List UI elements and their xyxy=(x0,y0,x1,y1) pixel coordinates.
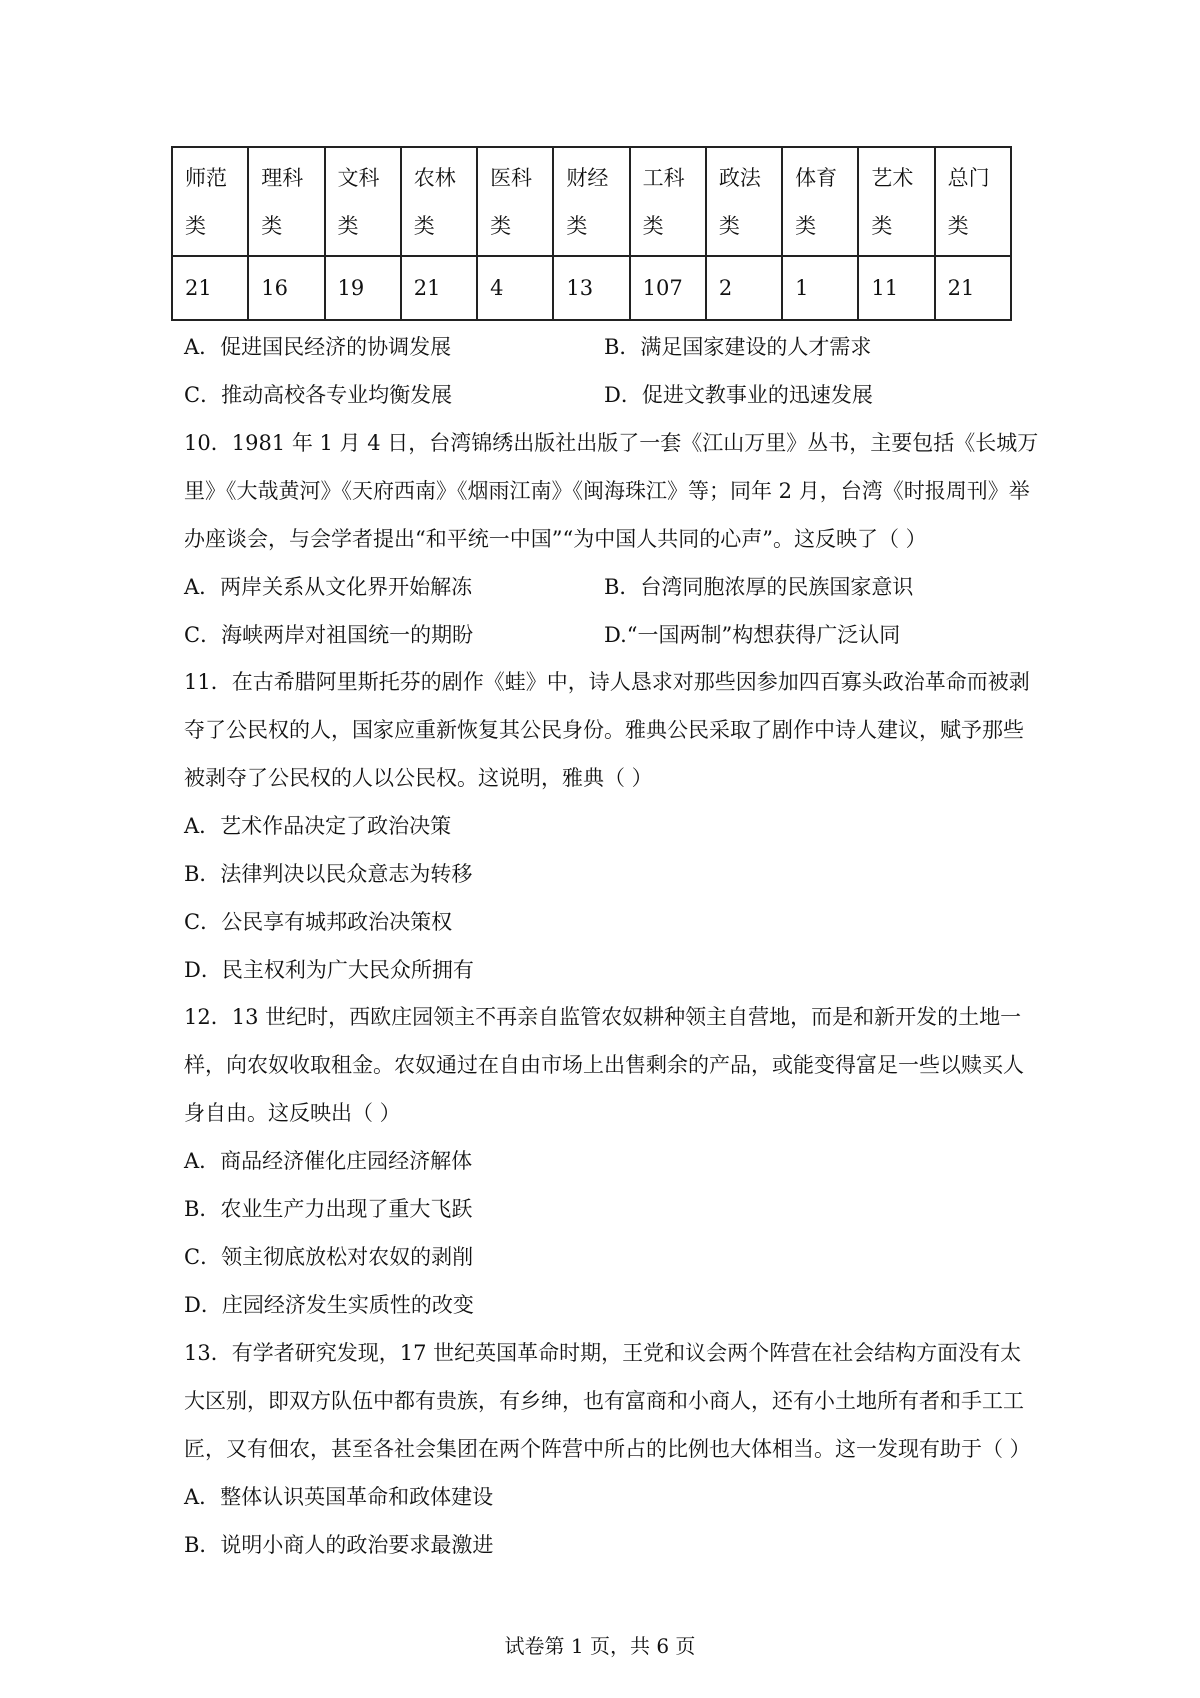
table-header-cell: 理科 类 xyxy=(248,147,324,256)
table-value-cell: 1 xyxy=(782,256,858,320)
table-header-cell: 政法 类 xyxy=(706,147,782,256)
q11-option-b: B．法律判决以民众意志为转移 xyxy=(184,862,473,886)
table-value-cell: 16 xyxy=(248,256,324,320)
q13-stem-line: 匠，又有佃农，甚至各社会集团在两个阵营中所占的比例也大体相当。这一发现有助于（ ） xyxy=(184,1437,1031,1461)
q11-option-d: D．民主权利为广大民众所拥有 xyxy=(184,958,474,982)
q10-stem-line: 里》《大哉黄河》《天府西南》《烟雨江南》《闽海珠江》等；同年 2 月，台湾《时报周刊》举 xyxy=(184,479,1030,503)
q9-option-c: C．推动高校各专业均衡发展 xyxy=(184,383,453,407)
table-header-row xyxy=(172,147,1011,256)
q9-option-a: A．促进国民经济的协调发展 xyxy=(184,335,452,359)
q10-stem-line: 办座谈会，与会学者提出“和平统一中国”“为中国人共同的心声”。这反映了（ ） xyxy=(184,527,927,551)
q9-option-b: B．满足国家建设的人才需求 xyxy=(604,335,872,359)
q13-option-a: A．整体认识英国革命和政体建设 xyxy=(184,1485,494,1509)
q12-option-d: D．庄园经济发生实质性的改变 xyxy=(184,1293,474,1317)
q12-stem-line: 样，向农奴收取租金。农奴通过在自由市场上出售剩余的产品，或能变得富足一些以赎买人 xyxy=(184,1053,1024,1077)
q13-stem-line: 大区别，即双方队伍中都有贵族，有乡绅，也有富商和小商人，还有小土地所有者和手工工 xyxy=(184,1389,1024,1413)
q11-option-c: C．公民享有城邦政治决策权 xyxy=(184,910,453,934)
q10-option-b: B．台湾同胞浓厚的民族国家意识 xyxy=(604,575,914,599)
page-footer: 试卷第 1 页，共 6 页 xyxy=(504,1634,696,1658)
q9-option-d: D．促进文教事业的迅速发展 xyxy=(604,383,873,407)
q13-stem-line: 13．有学者研究发现，17 世纪英国革命时期，王党和议会两个阵营在社会结构方面没有太 xyxy=(184,1341,1022,1365)
table-value-cell: 21 xyxy=(172,256,248,320)
table-value-cell: 11 xyxy=(858,256,934,320)
table-header-cell: 财经 类 xyxy=(553,147,629,256)
majors-table xyxy=(171,146,1012,321)
q10-stem-line: 10．1981 年 1 月 4 日，台湾锦绣出版社出版了一套《江山万里》丛书，主要包括《长城万 xyxy=(184,431,1039,455)
q11-stem-line: 11．在古希腊阿里斯托芬的剧作《蛙》中，诗人恳求对那些因参加四百寡头政治革命而被剥 xyxy=(184,670,1030,694)
table-header-cell: 医科 类 xyxy=(477,147,553,256)
q10-option-c: C．海峡两岸对祖国统一的期盼 xyxy=(184,623,474,647)
table-header-cell: 文科 类 xyxy=(325,147,401,256)
table-header-cell: 艺术 类 xyxy=(858,147,934,256)
table-value-cell: 13 xyxy=(553,256,629,320)
q12-option-a: A．商品经济催化庄园经济解体 xyxy=(184,1149,473,1173)
table-value-cell: 4 xyxy=(477,256,553,320)
q11-stem-line: 夺了公民权的人，国家应重新恢复其公民身份。雅典公民采取了剧作中诗人建议，赋予那些 xyxy=(184,718,1024,742)
q12-stem-line: 12．13 世纪时，西欧庄园领主不再亲自监管农奴耕种领主自营地，而是和新开发的土地一 xyxy=(184,1005,1022,1029)
table-value-cell: 21 xyxy=(935,256,1011,320)
q13-option-b: B．说明小商人的政治要求最激进 xyxy=(184,1533,494,1557)
table-header-cell: 工科 类 xyxy=(630,147,706,256)
table-header-cell: 师范 类 xyxy=(172,147,248,256)
table-header-cell: 农林 类 xyxy=(401,147,477,256)
q12-option-c: C．领主彻底放松对农奴的剥削 xyxy=(184,1245,474,1269)
q10-option-d: D.“一国两制”构想获得广泛认同 xyxy=(604,623,901,647)
table-value-cell: 21 xyxy=(401,256,477,320)
q10-option-a: A．两岸关系从文化界开始解冻 xyxy=(184,575,473,599)
q12-option-b: B．农业生产力出现了重大飞跃 xyxy=(184,1197,473,1221)
table-value-cell: 107 xyxy=(630,256,706,320)
table-header-cell: 总门 类 xyxy=(935,147,1011,256)
table-value-cell: 19 xyxy=(325,256,401,320)
table-header-cell: 体育 类 xyxy=(782,147,858,256)
table-value-row xyxy=(172,256,1011,320)
q11-option-a: A．艺术作品决定了政治决策 xyxy=(184,814,452,838)
q12-stem-line: 身自由。这反映出（ ） xyxy=(184,1101,401,1125)
table-value-cell: 2 xyxy=(706,256,782,320)
q11-stem-line: 被剥夺了公民权的人以公民权。这说明，雅典（ ） xyxy=(184,766,653,790)
